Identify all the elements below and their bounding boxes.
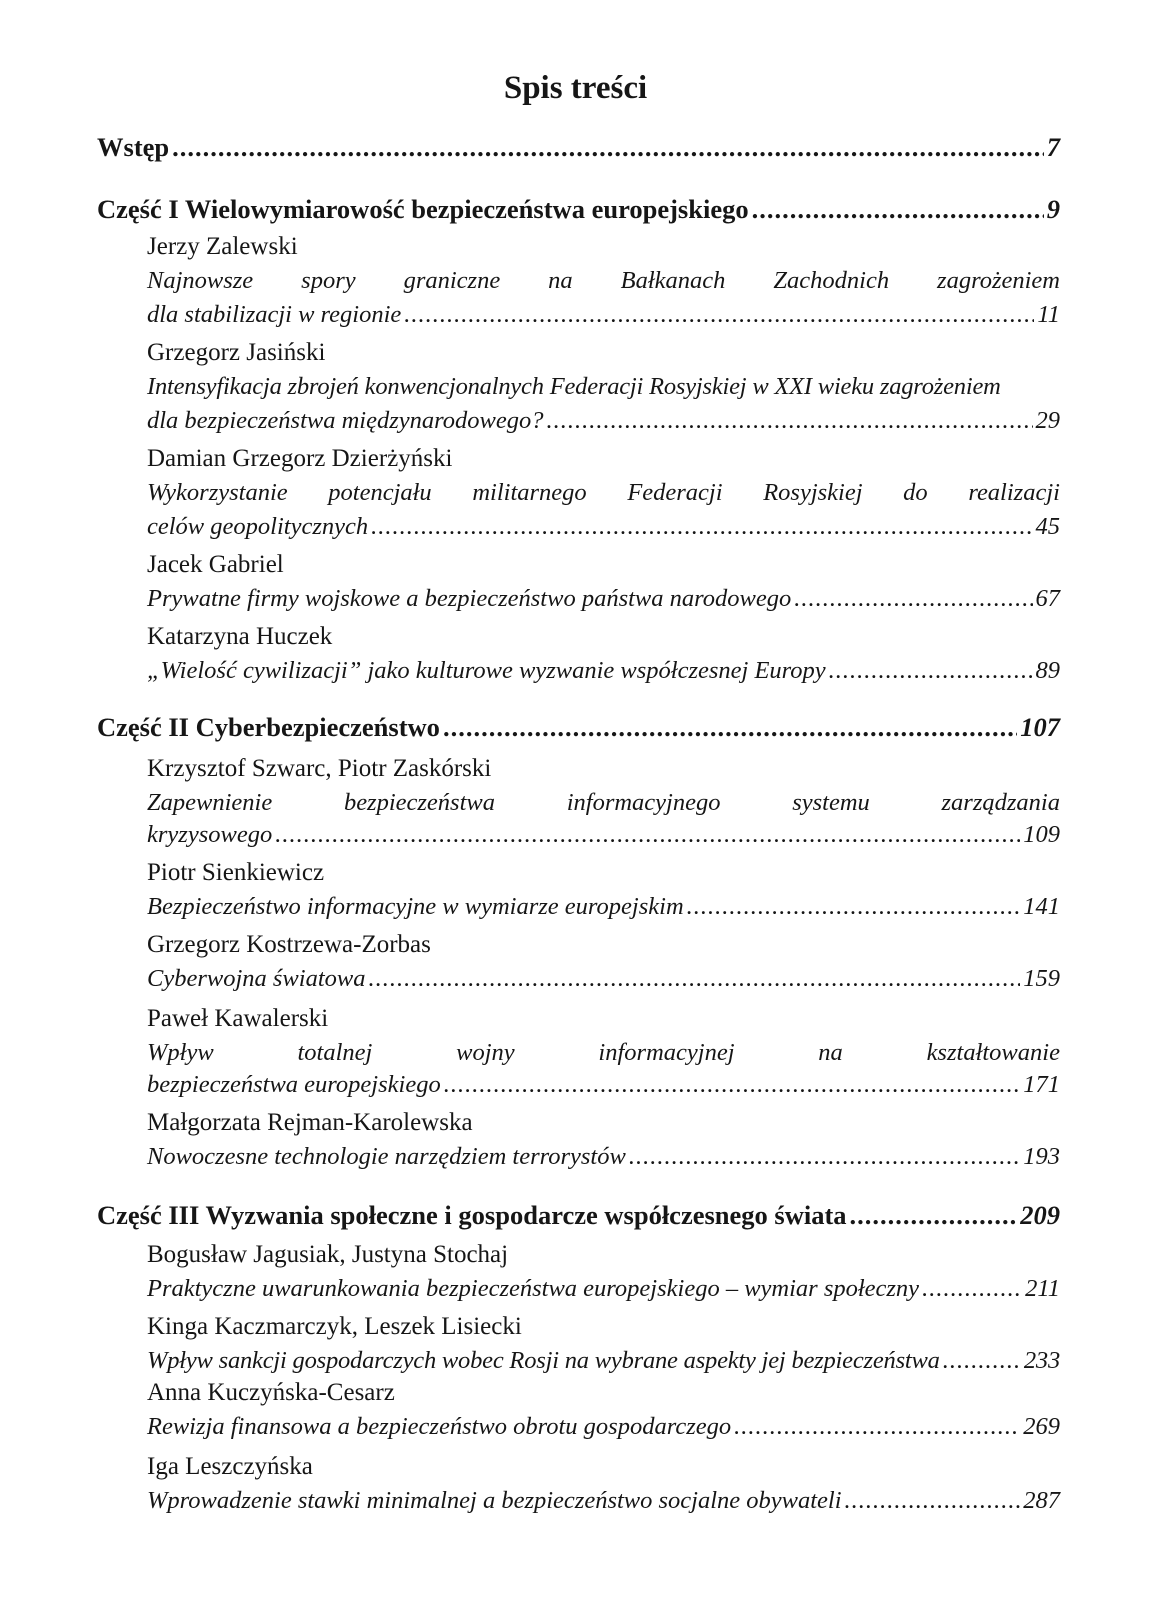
- entry-title-line[interactable]: [147, 1036, 1060, 1070]
- word: na: [548, 267, 573, 294]
- entry-page: 141: [1023, 893, 1060, 920]
- toc-entry[interactable]: [147, 890, 1060, 924]
- entry-author: Piotr Sienkiewicz: [147, 859, 325, 886]
- entry-page: 159: [1023, 965, 1060, 992]
- word: informacyjnego: [566, 789, 721, 816]
- entry-page: 233: [1023, 1347, 1060, 1374]
- toc-entry[interactable]: [147, 582, 1060, 616]
- dot-leader: [794, 582, 1032, 616]
- page-title: Spis treści: [503, 70, 648, 106]
- word: militarnego: [472, 479, 587, 506]
- entry-title: celów geopolitycznych: [147, 513, 369, 540]
- entry-author: Grzegorz Jasiński: [147, 339, 326, 366]
- toc-entry[interactable]: [147, 298, 1060, 332]
- part-title: Część III Wyzwania społeczne i gospodarcze współczesnego świata: [97, 1200, 847, 1230]
- dot-leader: [275, 818, 1020, 852]
- intro-page: 7: [1046, 132, 1060, 162]
- entry-page: 89: [1035, 657, 1060, 684]
- toc-entry[interactable]: [147, 654, 1060, 688]
- toc-entry[interactable]: [147, 1272, 1060, 1306]
- part-title: Część I Wielowymiarowość bezpieczeństwa europejskiego: [97, 194, 749, 224]
- part-page: 209: [1020, 1200, 1060, 1230]
- word: informacyjnej: [598, 1039, 735, 1066]
- entry-page: 269: [1023, 1413, 1060, 1440]
- entry-title: bezpieczeństwa europejskiego: [147, 1071, 441, 1098]
- entry-page: 45: [1035, 513, 1060, 540]
- word: wojny: [456, 1039, 515, 1066]
- toc-entry[interactable]: [147, 1068, 1060, 1102]
- toc-entry[interactable]: [147, 818, 1060, 852]
- dot-leader: [547, 404, 1033, 438]
- word: graniczne: [403, 267, 501, 294]
- toc-entry[interactable]: [147, 404, 1060, 438]
- dot-leader: [922, 1272, 1022, 1306]
- entry-page: 287: [1023, 1487, 1060, 1514]
- entry-author: Krzysztof Szwarc, Piotr Zaskórski: [147, 755, 492, 782]
- entry-title: Wpływ sankcji gospodarczych wobec Rosji na wybrane aspekty jej bezpieczeństwa: [147, 1347, 940, 1374]
- entry-page: 67: [1035, 585, 1060, 612]
- toc-part-1[interactable]: [97, 190, 1060, 228]
- entry-title: Wprowadzenie stawki minimalnej a bezpieczeństwo socjalne obywateli: [147, 1487, 842, 1514]
- entry-author: Iga Leszczyńska: [147, 1453, 313, 1480]
- word: spory: [301, 267, 356, 294]
- word: Federacji: [627, 479, 723, 506]
- part-page: 107: [1020, 712, 1060, 742]
- entry-author: Damian Grzegorz Dzierżyński: [147, 445, 453, 472]
- entry-title: Bezpieczeństwo informacyjne w wymiarze europejskim: [147, 893, 684, 920]
- entry-title: kryzysowego: [147, 821, 273, 848]
- entry-page: 29: [1035, 407, 1060, 434]
- word: do: [903, 479, 928, 506]
- entry-title: Rewizja finansowa a bezpieczeństwo obrotu gospodarczego: [147, 1413, 732, 1440]
- dot-leader: [404, 298, 1034, 332]
- word: realizacji: [968, 479, 1060, 506]
- toc-entry[interactable]: [147, 1140, 1060, 1174]
- intro-title: Wstęp: [97, 132, 170, 162]
- entry-title: Prywatne firmy wojskowe a bezpieczeństwo państwa narodowego: [147, 585, 792, 612]
- entry-author: Kinga Kaczmarczyk, Leszek Lisiecki: [147, 1313, 522, 1340]
- dot-leader: [850, 1196, 1018, 1234]
- dot-leader: [752, 190, 1044, 228]
- entry-title-line[interactable]: [147, 786, 1060, 820]
- dot-leader: [444, 1068, 1021, 1102]
- dot-leader: [371, 510, 1032, 544]
- dot-leader: [845, 1484, 1021, 1518]
- entry-page: 211: [1025, 1275, 1060, 1302]
- word: Rosyjskiej: [763, 479, 863, 506]
- word: Bałkanach: [620, 267, 726, 294]
- word: Najnowsze: [147, 267, 254, 294]
- word: kształtowanie: [926, 1039, 1060, 1066]
- entry-title-line[interactable]: Intensyfikacja zbrojeń konwencjonalnych Federacji Rosyjskiej w XXI wieku zagrożeniem: [147, 373, 1001, 400]
- entry-page: 171: [1023, 1071, 1060, 1098]
- entry-author: Anna Kuczyńska-Cesarz: [147, 1379, 395, 1406]
- toc-entry[interactable]: [147, 962, 1060, 996]
- entry-title: Praktyczne uwarunkowania bezpieczeństwa europejskiego – wymiar społeczny: [147, 1275, 920, 1302]
- toc-entry[interactable]: [147, 1484, 1060, 1518]
- entry-title: dla bezpieczeństwa międzynarodowego?: [147, 407, 544, 434]
- word: zagrożeniem: [937, 267, 1060, 294]
- part-title: Część II Cyberbezpieczeństwo: [97, 712, 440, 742]
- entry-page: 109: [1023, 821, 1060, 848]
- dot-leader: [443, 708, 1017, 746]
- entry-author: Jacek Gabriel: [147, 551, 284, 578]
- dot-leader: [943, 1344, 1021, 1378]
- word: systemu: [792, 789, 870, 816]
- entry-title: Nowoczesne technologie narzędziem terrorystów: [147, 1143, 626, 1170]
- entry-author: Paweł Kawalerski: [147, 1005, 329, 1032]
- dot-leader: [734, 1410, 1020, 1444]
- entry-page: 11: [1037, 301, 1060, 328]
- word: totalnej: [297, 1039, 373, 1066]
- entry-author: Bogusław Jagusiak, Justyna Stochaj: [147, 1241, 509, 1268]
- entry-page: 193: [1023, 1143, 1060, 1170]
- word: bezpieczeństwa: [343, 789, 495, 816]
- word: Wpływ: [147, 1039, 214, 1066]
- entry-title-line[interactable]: [147, 476, 1060, 510]
- entry-author: Katarzyna Huczek: [147, 623, 333, 650]
- word: Zachodnich: [773, 267, 890, 294]
- word: potencjału: [328, 479, 432, 506]
- part-page: 9: [1046, 194, 1060, 224]
- dot-leader: [629, 1140, 1020, 1174]
- dot-leader: [172, 128, 1044, 166]
- word: Zapewnienie: [147, 789, 273, 816]
- toc-intro[interactable]: [97, 128, 1060, 166]
- word: na: [818, 1039, 843, 1066]
- entry-author: Małgorzata Rejman-Karolewska: [147, 1109, 473, 1136]
- entry-author: Grzegorz Kostrzewa-Zorbas: [147, 931, 431, 958]
- entry-title: dla stabilizacji w regionie: [147, 301, 402, 328]
- toc-part-3[interactable]: [97, 1196, 1060, 1234]
- entry-author: Jerzy Zalewski: [147, 233, 298, 260]
- dot-leader: [368, 962, 1020, 996]
- word: zarządzania: [941, 789, 1060, 816]
- dot-leader: [829, 654, 1033, 688]
- dot-leader: [687, 890, 1021, 924]
- toc-entry[interactable]: [147, 510, 1060, 544]
- entry-title: Cyberwojna światowa: [147, 965, 366, 992]
- toc-part-2[interactable]: [97, 708, 1060, 746]
- toc-entry[interactable]: [147, 1344, 1060, 1378]
- entry-title: „Wielość cywilizacji” jako kulturowe wyzwanie współczesnej Europy: [147, 657, 826, 684]
- entry-title-line[interactable]: [147, 264, 1060, 298]
- word: Wykorzystanie: [147, 479, 288, 506]
- toc-entry[interactable]: [147, 1410, 1060, 1444]
